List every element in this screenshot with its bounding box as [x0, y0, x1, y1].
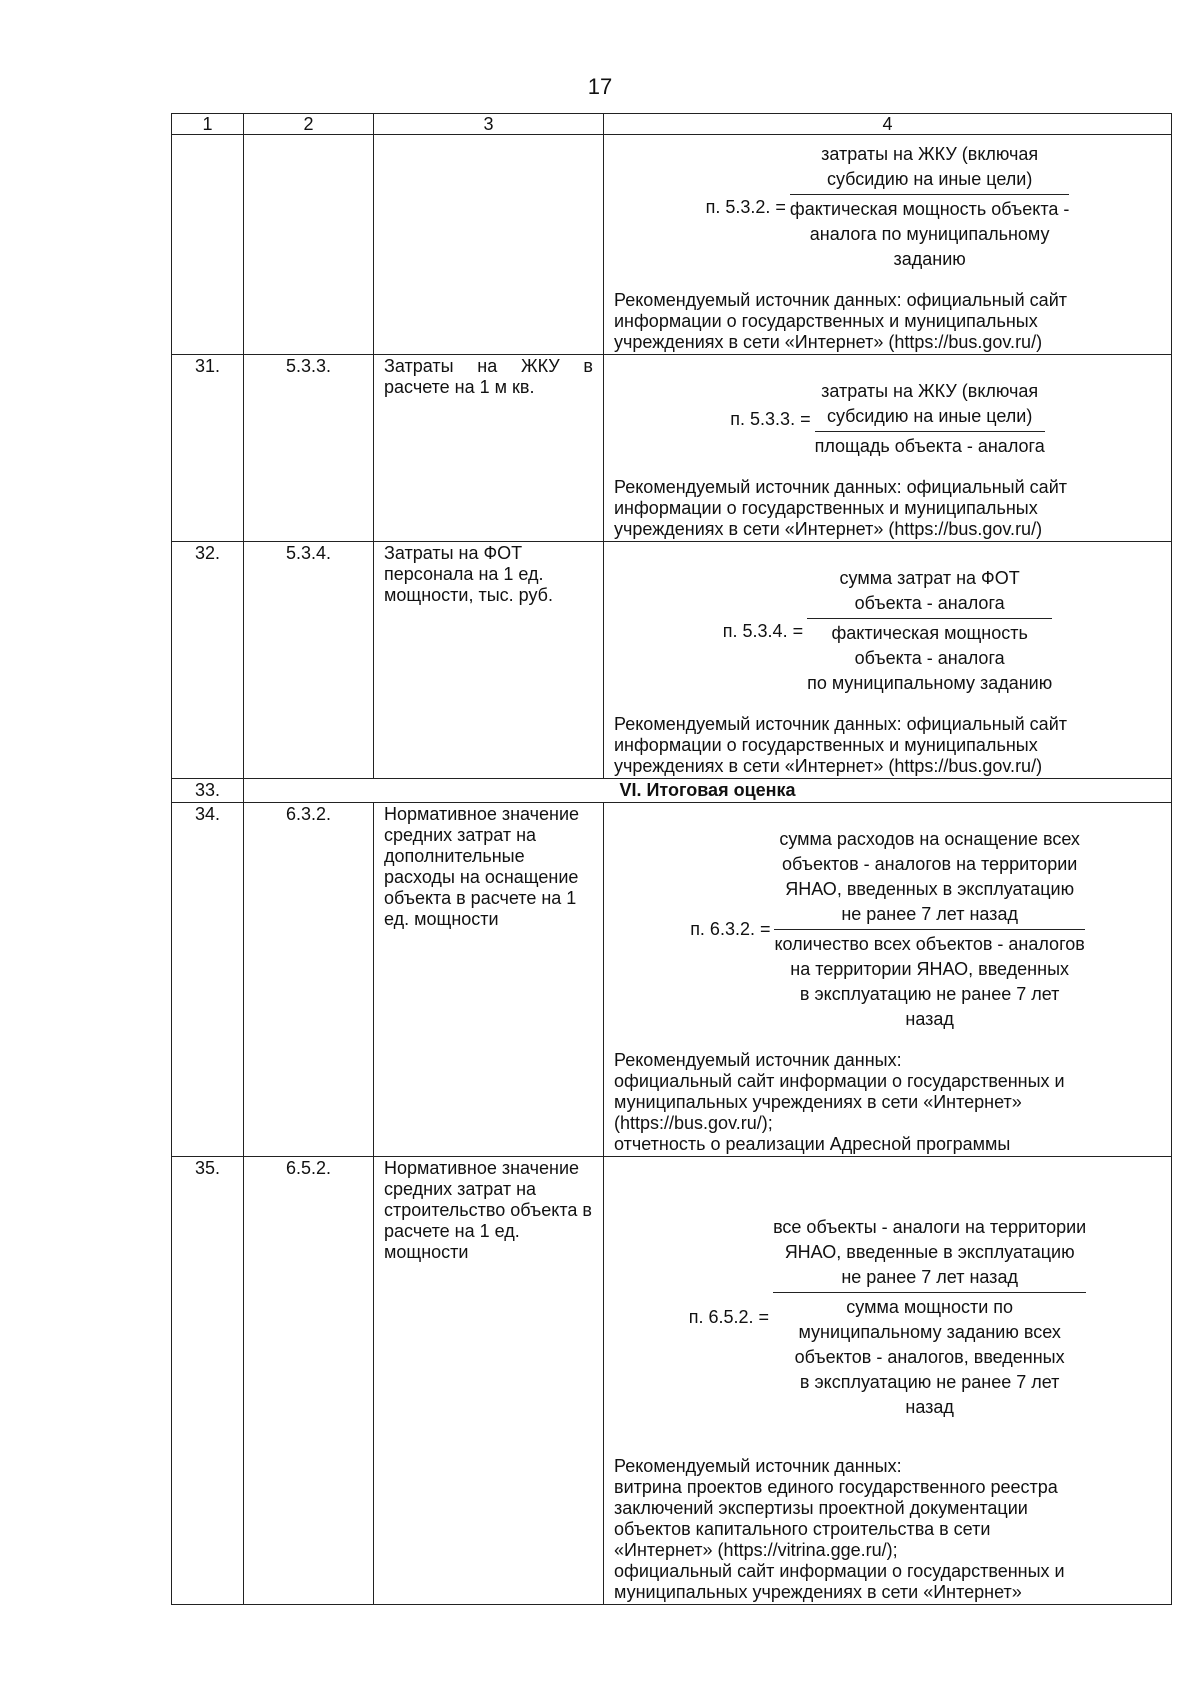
indicator-name: Нормативное значение средних затрат на строительство объекта в расчете на 1 ед. мощности [374, 1157, 604, 1605]
formula-numerator [773, 1215, 1086, 1293]
table-row [172, 135, 1172, 355]
indicator-code: 6.3.2. [244, 803, 374, 1157]
formula-line: назад [905, 1397, 954, 1417]
indicator-name: Затраты на ЖКУ в расчете на 1 м кв. [374, 355, 604, 542]
indicator-table [171, 113, 1172, 1605]
formula-line: затраты на ЖКУ (включая [821, 381, 1039, 401]
formula-line: ЯНАО, введенных в эксплуатацию [785, 879, 1075, 899]
formula-line: назад [905, 1009, 954, 1029]
data-source-note [614, 714, 1161, 777]
formula-line: не ранее 7 лет назад [841, 904, 1018, 924]
indicator-name [374, 135, 604, 355]
table-row [172, 803, 1172, 1157]
table-row [172, 779, 1172, 803]
formula-fraction [815, 379, 1045, 459]
formula-line: объектов - аналогов на территории [781, 854, 1078, 874]
formula-fraction [807, 566, 1052, 696]
formula-line: не ранее 7 лет назад [841, 1267, 1018, 1287]
formula-line: на территории ЯНАО, введенных [790, 959, 1070, 979]
calculation-method [604, 135, 1172, 355]
formula-fraction [774, 827, 1084, 1032]
indicator-code: 5.3.4. [244, 542, 374, 779]
formula-label: п. 5.3.3. = [730, 408, 811, 429]
calculation-method [604, 803, 1172, 1157]
formula-line: количество всех объектов - аналогов [774, 934, 1085, 954]
source-line: учреждениях в сети «Интернет» (https://bus.gov.ru/) [614, 756, 1043, 776]
indicator-code: 6.5.2. [244, 1157, 374, 1605]
column-header-2: 2 [244, 114, 374, 135]
formula-label: п. 5.3.4. = [722, 620, 804, 641]
row-number: 32. [172, 542, 244, 779]
source-line: Рекомендуемый источник данных: [614, 1050, 902, 1070]
indicator-code [244, 135, 374, 355]
formula-numerator [807, 566, 1052, 619]
formula-line: объектов - аналогов, введенных [794, 1347, 1065, 1367]
calculation-method [604, 1157, 1172, 1605]
formula-line: в эксплуатацию не ранее 7 лет [799, 1372, 1060, 1392]
indicator-name: Затраты на ФОТ персонала на 1 ед. мощности, тыс. руб. [374, 542, 604, 779]
source-line: объектов капитального строительства в сети [614, 1519, 991, 1539]
data-source-note [614, 1050, 1161, 1155]
row-number [172, 135, 244, 355]
source-line: муниципальных учреждениях в сети «Интернет» [614, 1582, 1022, 1602]
formula-line: сумма мощности по [846, 1297, 1014, 1317]
source-line: Рекомендуемый источник данных: [614, 1456, 902, 1476]
formula [614, 566, 1161, 696]
formula-label: п. 5.3.2. = [705, 196, 786, 217]
source-line: официальный сайт информации о государственных и [614, 1071, 1065, 1091]
row-number: 34. [172, 803, 244, 1157]
formula-line: заданию [893, 249, 966, 269]
source-line: «Интернет» (https://vitrina.gge.ru/); [614, 1540, 898, 1560]
source-line: учреждениях в сети «Интернет» (https://bus.gov.ru/) [614, 332, 1043, 352]
formula-denominator [773, 1293, 1086, 1420]
source-line: заключений экспертизы проектной документации [614, 1498, 1028, 1518]
formula-line: сумма расходов на оснащение всех [779, 829, 1080, 849]
formula [614, 1215, 1161, 1420]
row-number: 33. [172, 779, 244, 803]
formula [614, 142, 1161, 272]
formula-line: фактическая мощность [831, 623, 1028, 643]
formula-line: объекта - аналога [854, 648, 1005, 668]
formula-line: по муниципальному заданию [807, 673, 1053, 693]
formula-line: субсидию на иные цели) [826, 406, 1033, 426]
row-number: 31. [172, 355, 244, 542]
source-line: Рекомендуемый источник данных: официальный сайт [614, 714, 1067, 734]
formula-line: все объекты - аналоги на территории [773, 1217, 1087, 1237]
table-row [172, 355, 1172, 542]
source-line: информации о государственных и муниципальных [614, 735, 1038, 755]
source-line: (https://bus.gov.ru/); [614, 1113, 773, 1133]
formula-fraction [773, 1215, 1086, 1420]
formula-line: затраты на ЖКУ (включая [821, 144, 1039, 164]
calculation-method [604, 355, 1172, 542]
formula-numerator [815, 379, 1045, 432]
table-header-row [172, 114, 1172, 135]
indicator-code: 5.3.3. [244, 355, 374, 542]
column-header-3: 3 [374, 114, 604, 135]
formula-numerator [774, 827, 1084, 930]
formula-numerator [790, 142, 1070, 195]
page-number: 17 [587, 74, 613, 99]
formula-line: муниципальному заданию всех [798, 1322, 1061, 1342]
source-line: Рекомендуемый источник данных: официальный сайт [614, 290, 1067, 310]
formula [614, 379, 1161, 459]
formula-line: аналога по муниципальному [809, 224, 1050, 244]
source-line: витрина проектов единого государственного реестра [614, 1477, 1058, 1497]
source-line: информации о государственных и муниципальных [614, 498, 1038, 518]
formula-denominator [790, 195, 1070, 272]
column-header-4: 4 [604, 114, 1172, 135]
source-line: информации о государственных и муниципальных [614, 311, 1038, 331]
source-line: отчетность о реализации Адресной программы [614, 1134, 1011, 1154]
formula-line: субсидию на иные цели) [826, 169, 1033, 189]
data-source-note [614, 1456, 1161, 1603]
formula-line: фактическая мощность объекта - [789, 199, 1070, 219]
formula-label: п. 6.3.2. = [690, 919, 771, 939]
source-line: учреждениях в сети «Интернет» (https://bus.gov.ru/) [614, 519, 1043, 539]
formula-line: сумма затрат на ФОТ [839, 568, 1020, 588]
section-heading: VI. Итоговая оценка [244, 779, 1172, 803]
source-line: Рекомендуемый источник данных: официальный сайт [614, 477, 1067, 497]
formula-line: ЯНАО, введенные в эксплуатацию [784, 1242, 1075, 1262]
table-row [172, 542, 1172, 779]
data-source-note [614, 290, 1161, 353]
formula-line: площадь объекта - аналога [814, 436, 1045, 456]
formula-denominator [815, 432, 1045, 459]
table-row [172, 1157, 1172, 1605]
formula-denominator [774, 930, 1084, 1032]
indicator-name: Нормативное значение средних затрат на дополнительные расходы на оснащение объекта в расчете на 1 ед. мощности [374, 803, 604, 1157]
formula-line: объекта - аналога [854, 593, 1005, 613]
formula-line: в эксплуатацию не ранее 7 лет [799, 984, 1060, 1004]
formula-fraction [790, 142, 1070, 272]
formula-label: п. 6.5.2. = [688, 1307, 770, 1327]
calculation-method [604, 542, 1172, 779]
formula-denominator [807, 619, 1052, 696]
formula [614, 827, 1161, 1032]
source-line: муниципальных учреждениях в сети «Интернет» [614, 1092, 1022, 1112]
source-line: официальный сайт информации о государственных и [614, 1561, 1065, 1581]
data-source-note [614, 477, 1161, 540]
row-number: 35. [172, 1157, 244, 1605]
column-header-1: 1 [172, 114, 244, 135]
